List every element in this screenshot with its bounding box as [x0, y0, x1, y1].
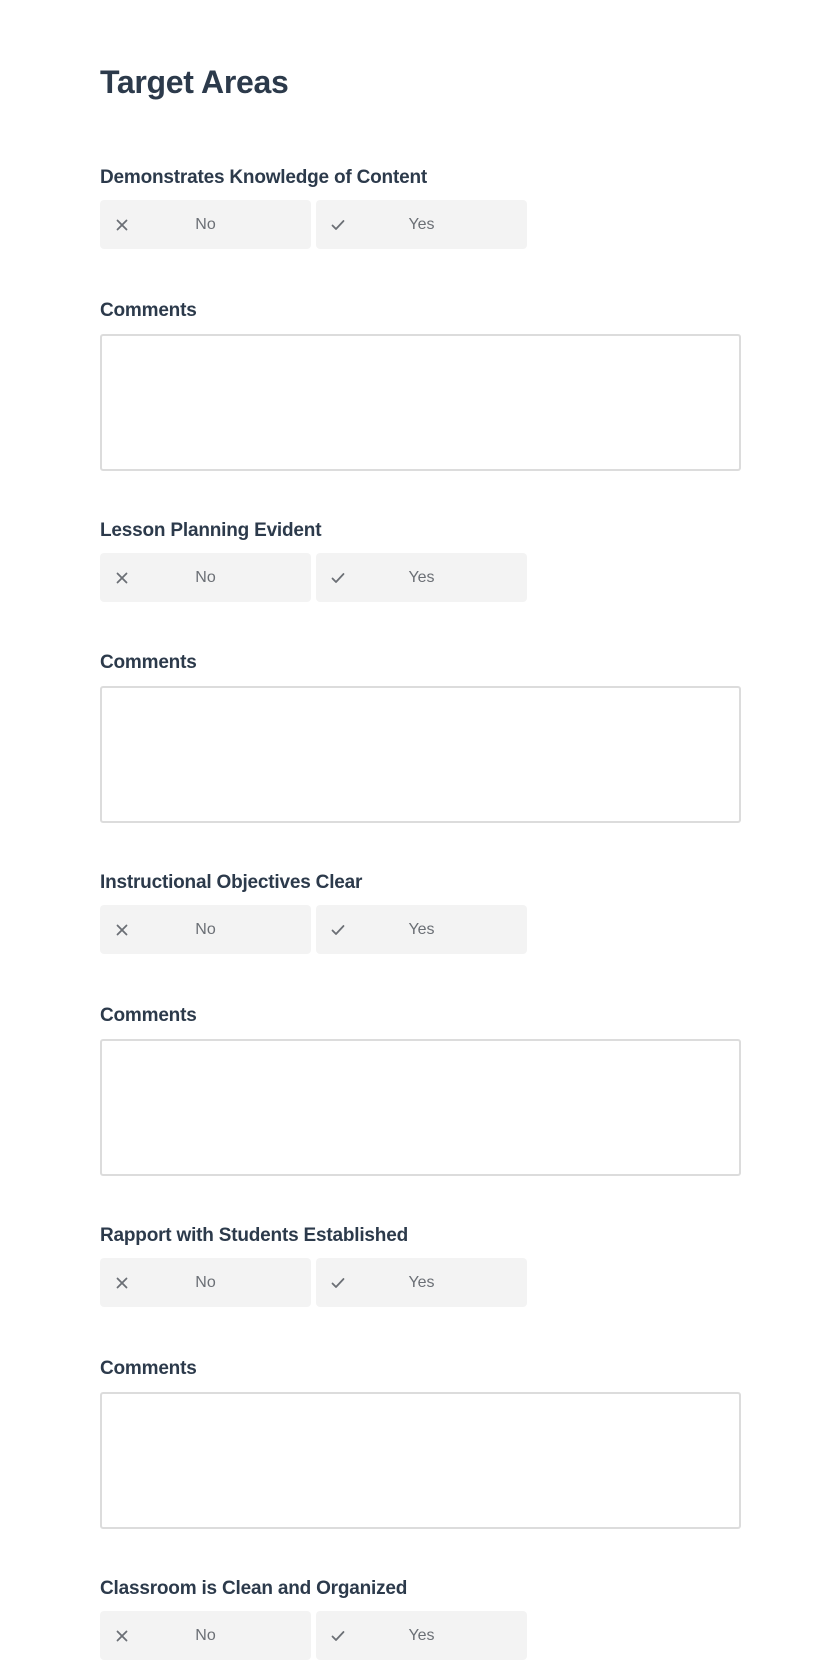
no-option-button[interactable] [100, 1258, 311, 1307]
question-label: Rapport with Students Established [100, 1225, 408, 1246]
no-option-label: No [195, 920, 216, 938]
question-label: Instructional Objectives Clear [100, 872, 363, 893]
close-icon [114, 1275, 130, 1291]
question-block [100, 1224, 741, 1307]
no-option-label: No [195, 568, 216, 586]
close-icon [114, 217, 130, 233]
question-label: Classroom is Clean and Organized [100, 1578, 408, 1599]
check-icon [330, 1275, 346, 1291]
yes-no-choice-group [100, 905, 741, 954]
yes-no-choice-group [100, 1258, 741, 1307]
question-block [100, 871, 741, 954]
no-option-label: No [195, 1273, 216, 1291]
no-option-button[interactable] [100, 1611, 311, 1660]
yes-no-choice-group [100, 1611, 741, 1660]
check-icon [330, 1628, 346, 1644]
question-label: Lesson Planning Evident [100, 520, 322, 541]
no-option-label: No [195, 215, 216, 233]
question-block [100, 166, 741, 249]
no-option-button[interactable] [100, 905, 311, 954]
yes-option-label: Yes [408, 920, 435, 938]
yes-no-choice-group [100, 553, 741, 602]
yes-option-button[interactable] [316, 1258, 527, 1307]
check-icon [330, 217, 346, 233]
question-label: Demonstrates Knowledge of Content [100, 167, 427, 188]
comments-block [100, 651, 741, 823]
yes-option-label: Yes [408, 215, 435, 233]
yes-option-label: Yes [408, 1273, 435, 1291]
check-icon [330, 922, 346, 938]
close-icon [114, 922, 130, 938]
question-block [100, 519, 741, 602]
comments-block [100, 299, 741, 471]
comments-label: Comments [100, 652, 197, 673]
close-icon [114, 1628, 130, 1644]
no-option-label: No [195, 1626, 216, 1644]
check-icon [330, 570, 346, 586]
page-title: Target Areas [100, 64, 289, 100]
yes-option-button[interactable] [316, 200, 527, 249]
comments-block [100, 1004, 741, 1176]
comments-label: Comments [100, 1005, 197, 1026]
close-icon [114, 570, 130, 586]
yes-option-label: Yes [408, 1626, 435, 1644]
yes-option-button[interactable] [316, 553, 527, 602]
yes-option-button[interactable] [316, 1611, 527, 1660]
yes-option-label: Yes [408, 568, 435, 586]
yes-option-button[interactable] [316, 905, 527, 954]
comments-label: Comments [100, 1358, 197, 1379]
comments-textarea[interactable] [100, 686, 741, 823]
no-option-button[interactable] [100, 553, 311, 602]
comments-textarea[interactable] [100, 1392, 741, 1529]
comments-label: Comments [100, 300, 197, 321]
question-block [100, 1577, 741, 1660]
comments-block [100, 1357, 741, 1529]
comments-textarea[interactable] [100, 1039, 741, 1176]
comments-textarea[interactable] [100, 334, 741, 471]
yes-no-choice-group [100, 200, 741, 249]
no-option-button[interactable] [100, 200, 311, 249]
